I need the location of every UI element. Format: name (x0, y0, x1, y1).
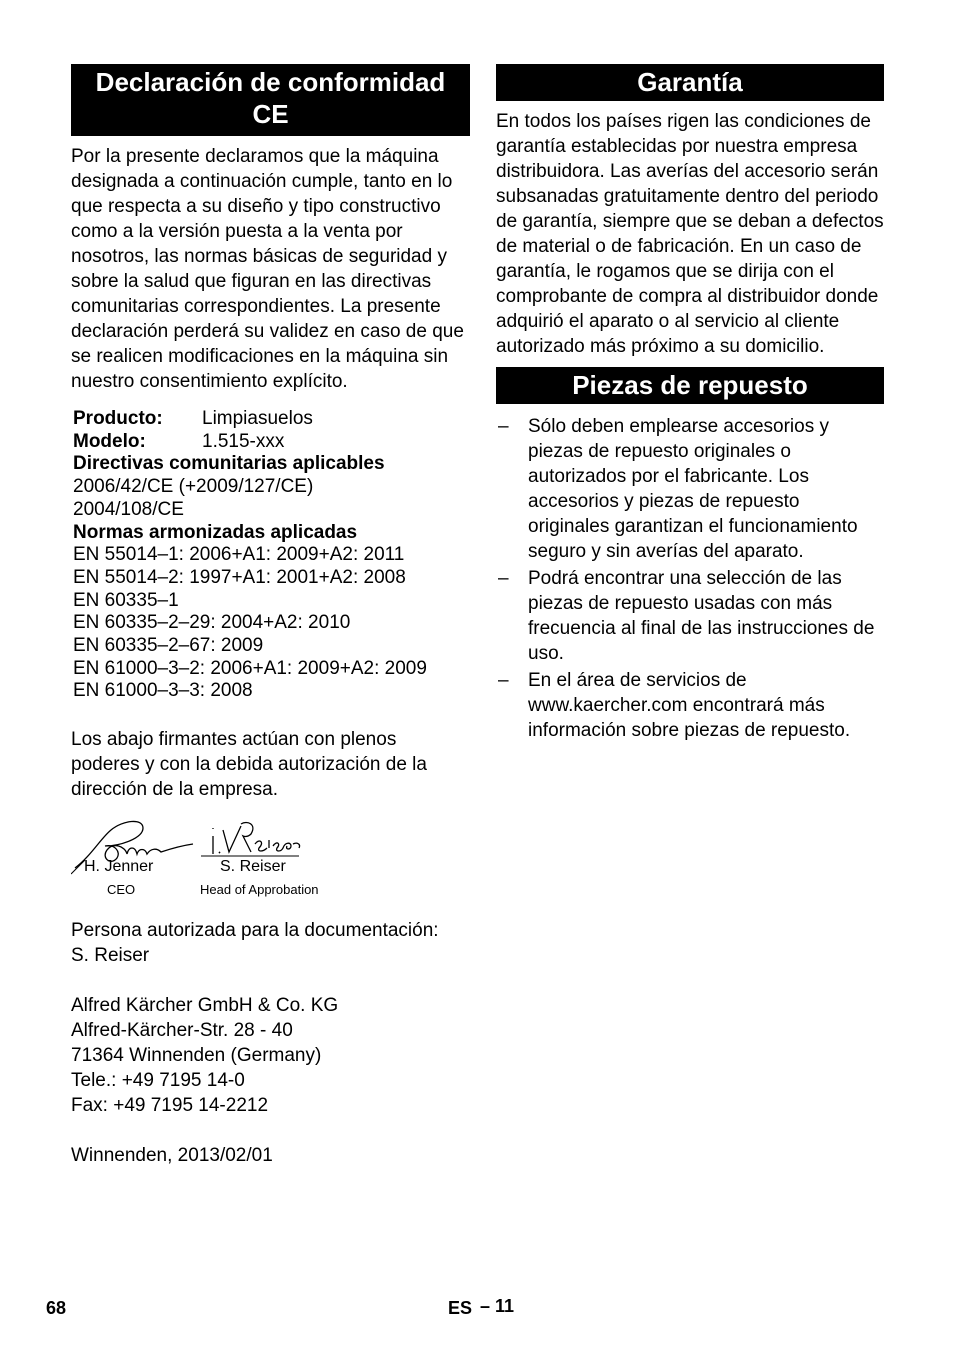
address-line: Alfred-Kärcher-Str. 28 - 40 (71, 1020, 293, 1042)
list-item (496, 414, 884, 564)
dash-bullet: – (498, 568, 509, 589)
list-item (496, 566, 884, 666)
product-spec (71, 408, 470, 703)
product-value: Limpiasuelos (202, 408, 313, 429)
product-row (73, 408, 470, 431)
place-date: Winnenden, 2013/02/01 (71, 1145, 273, 1167)
parts-list (496, 414, 884, 743)
address-line: Fax: +49 7195 14-2212 (71, 1095, 269, 1117)
norm-item: EN 60335–2–29: 2004+A2: 2010 (73, 612, 351, 634)
address-block (71, 993, 470, 1118)
signature-1-name: H. Jenner (84, 858, 154, 876)
section-page: – 11 (480, 1296, 515, 1316)
parts-heading: Piezas de repuesto (496, 367, 884, 404)
list-item (496, 668, 884, 743)
signature-2-name: S. Reiser (220, 858, 286, 876)
warranty-text: En todos los países rigen las condiciones de garantía establecidas por nuestra empresa distribuidora. Las averías del accesorio serán subsanadas gratuitamente dentro del periodo de garantía, siempre que se deban a defectos de material o de fabricación. En un caso de garantía, le rogamos que se dirija con el comprobante de compra al distribuidor donde adquirió el aparato o al servicio al cliente autorizado más próximo a su domicilio. (496, 111, 884, 357)
conformity-heading: Declaración de conformidad CE (71, 64, 470, 136)
authorized-label: Persona autorizada para la documentación: (71, 920, 439, 942)
signatories-text: Los abajo firmantes actúan con plenos poderes y con la debida autorización de la dirección de la empresa. (71, 729, 427, 801)
list-item-text: Podrá encontrar una selección de las piezas de repuesto usadas con más frecuencia al final de las instrucciones de uso. (528, 568, 875, 664)
language-code: ES (448, 1298, 473, 1318)
warranty-heading: Garantía (496, 64, 884, 101)
dash-bullet: – (498, 416, 509, 437)
signature-block (71, 816, 470, 928)
norms-heading: Normas armonizadas aplicadas (73, 521, 358, 543)
dash-bullet: – (498, 670, 509, 691)
list-item-text: Sólo deben emplearse accesorios y piezas de repuesto originales o autorizados por el fabricante. Los accesorios y piezas de repuesto originales garantizan el funcionamiento seguro y sin averías del aparato. (528, 416, 858, 562)
conformity-intro: Por la presente declaramos que la máquina designada a continuación cumple, tanto en lo que respecta a su diseño y tipo constructivo como a la versión puesta a la venta por nosotros, las normas básicas de seguridad y sobre la salud que figuran en las directivas comunitarias correspondientes. La presente declaración perderá su validez en caso de que se realicen modificaciones en la máquina sin nuestro consentimiento explícito. (71, 146, 464, 392)
signature-2-title: Head of Approbation (200, 882, 319, 898)
address-line: 71364 Winnenden (Germany) (71, 1045, 322, 1067)
address-line: Tele.: +49 7195 14-0 (71, 1070, 245, 1092)
directives-heading: Directivas comunitarias aplicables (73, 453, 385, 475)
norm-item: EN 60335–1 (73, 589, 179, 611)
address-line: Alfred Kärcher GmbH & Co. KG (71, 995, 339, 1017)
directive-item: 2004/108/CE (73, 498, 184, 520)
model-row (73, 431, 470, 454)
norm-item: EN 61000–3–3: 2008 (73, 680, 253, 702)
left-column (71, 64, 470, 1168)
norm-item: EN 55014–2: 1997+A1: 2001+A2: 2008 (73, 566, 406, 588)
right-column (496, 64, 884, 745)
model-label: Modelo: (73, 430, 146, 452)
authorized-name: S. Reiser (71, 945, 150, 967)
norm-item: EN 61000–3–2: 2006+A1: 2009+A2: 2009 (73, 657, 427, 679)
page-number: 68 (46, 1298, 67, 1318)
norm-item: EN 55014–1: 2006+A1: 2009+A2: 2011 (73, 544, 405, 566)
norm-item: EN 60335–2–67: 2009 (73, 635, 264, 657)
list-item-text: En el área de servicios de www.kaercher.com encontrará más información sobre piezas de repuesto. (528, 670, 851, 741)
directive-item: 2006/42/CE (+2009/127/CE) (73, 476, 314, 498)
signature-1-title: CEO (107, 882, 136, 898)
product-label: Producto: (73, 408, 163, 429)
model-value: 1.515-xxx (202, 430, 285, 452)
